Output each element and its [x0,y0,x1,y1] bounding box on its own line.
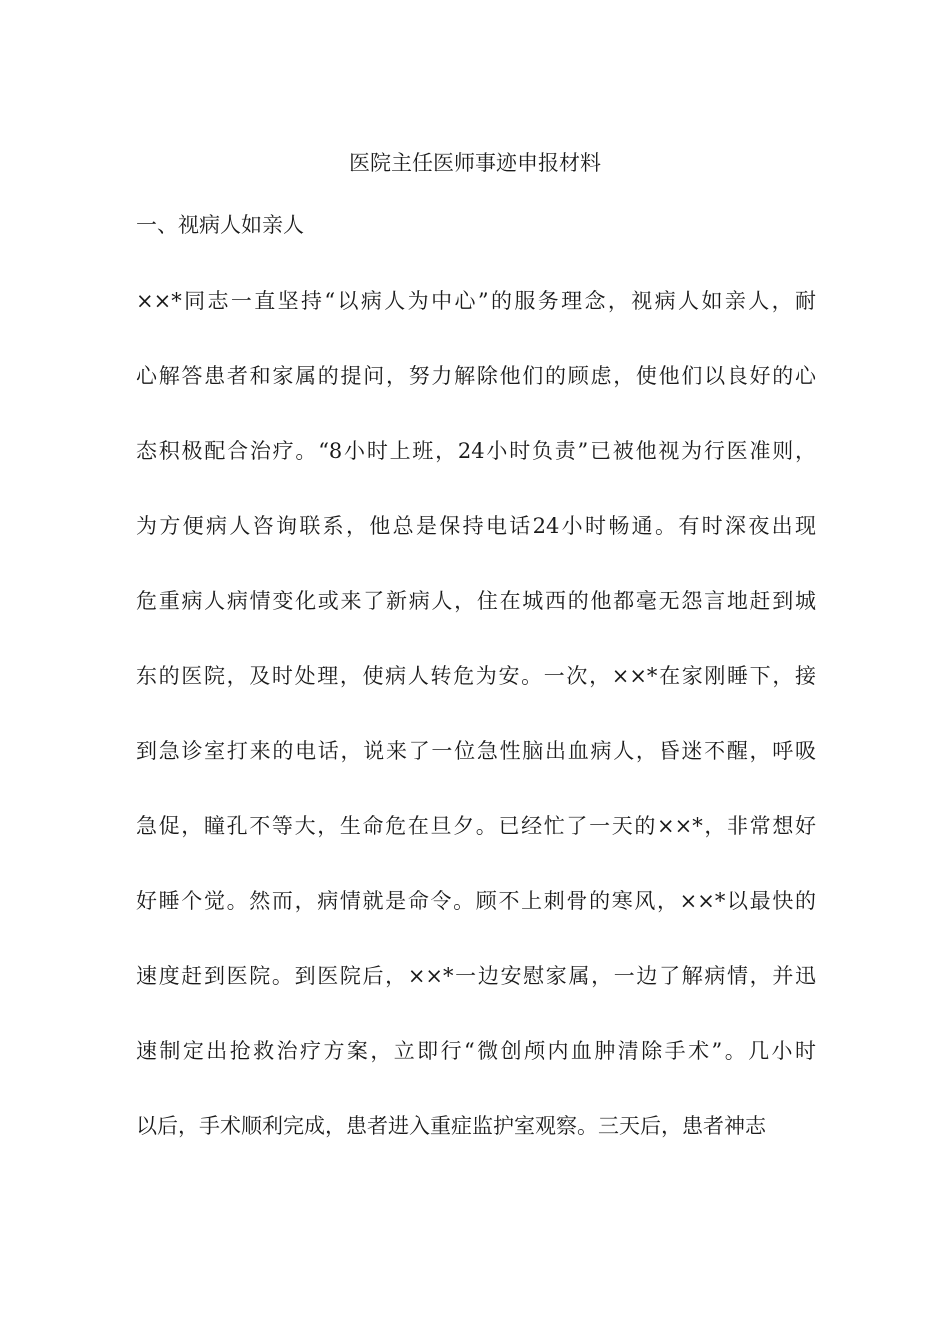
document-title: 医院主任医师事迹申报材料 [349,151,601,175]
body-line: 速制定出抢救治疗方案，立即行“微创颅内血肿清除手术”。几小时 [136,1039,816,1063]
body-line: 心解答患者和家属的提问，努力解除他们的顾虑，使他们以良好的心 [136,364,816,388]
section-heading: 一、视病人如亲人 [136,213,304,237]
body-line: 急促，瞳孔不等大，生命危在旦夕。已经忙了一天的××*，非常想好 [136,814,816,838]
body-line: 好睡个觉。然而，病情就是命令。顾不上刺骨的寒风，××*以最快的 [136,889,816,913]
body-line: 为方便病人咨询联系，他总是保持电话24小时畅通。有时深夜出现 [136,514,816,538]
body-line: 东的医院，及时处理，使病人转危为安。一次，××*在家刚睡下，接 [136,664,816,688]
body-paragraph [136,286,826,1186]
body-line: 态积极配合治疗。“8小时上班，24小时负责”已被他视为行医准则， [136,439,816,463]
body-line: 速度赶到医院。到医院后，××*一边安慰家属，一边了解病情，并迅 [136,964,816,988]
body-line: ××*同志一直坚持“以病人为中心”的服务理念，视病人如亲人，耐 [136,289,816,313]
body-line: 以后，手术顺利完成，患者进入重症监护室观察。三天后，患者神志 [136,1114,766,1138]
body-line: 到急诊室打来的电话，说来了一位急性脑出血病人，昏迷不醒，呼吸 [136,739,816,763]
body-line: 危重病人病情变化或来了新病人，住在城西的他都毫无怨言地赶到城 [136,589,816,613]
